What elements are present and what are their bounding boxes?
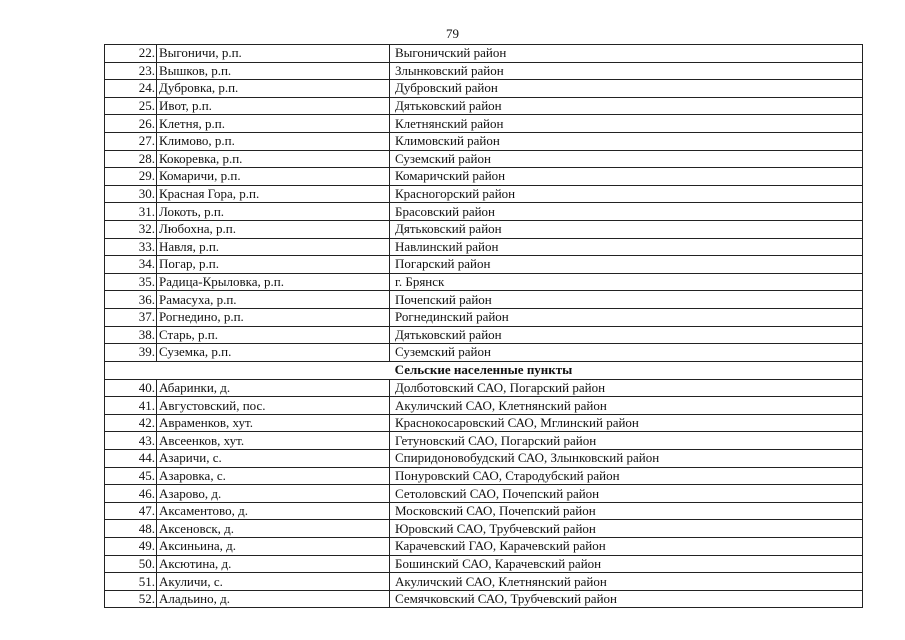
table-row [105, 203, 863, 221]
district-name: Рогнединский район [390, 308, 863, 326]
district-name: Долботовский САО, Погарский район [390, 379, 863, 397]
district-name: Семячковский САО, Трубчевский район [390, 590, 863, 608]
settlement-name: Азаровка, с. [157, 467, 390, 485]
settlement-name: Погар, р.п. [157, 256, 390, 274]
rural-settlements-rows [105, 379, 863, 608]
table-row [105, 485, 863, 503]
district-name: Краснокосаровский САО, Мглинский район [390, 414, 863, 432]
table-row [105, 115, 863, 133]
row-number: 50. [105, 555, 157, 573]
settlement-name: Аксеновск, д. [157, 520, 390, 538]
table-row [105, 97, 863, 115]
table-row [105, 256, 863, 274]
district-name: Акуличский САО, Клетнянский район [390, 397, 863, 415]
settlement-name: Навля, р.п. [157, 238, 390, 256]
row-number: 43. [105, 432, 157, 450]
row-number: 37. [105, 308, 157, 326]
district-name: Понуровский САО, Стародубский район [390, 467, 863, 485]
row-number: 34. [105, 256, 157, 274]
table-row [105, 62, 863, 80]
row-number: 46. [105, 485, 157, 503]
settlement-name: Комаричи, р.п. [157, 168, 390, 186]
settlement-name: Вышков, р.п. [157, 62, 390, 80]
settlement-name: Августовский, пос. [157, 397, 390, 415]
table-row [105, 520, 863, 538]
table-row [105, 185, 863, 203]
district-name: Гетуновский САО, Погарский район [390, 432, 863, 450]
district-name: Юровский САО, Трубчевский район [390, 520, 863, 538]
district-name: Климовский район [390, 132, 863, 150]
settlement-name: Кокоревка, р.п. [157, 150, 390, 168]
table-row [105, 467, 863, 485]
district-name: Выгоничский район [390, 45, 863, 63]
table-row [105, 414, 863, 432]
row-number: 25. [105, 97, 157, 115]
urban-settlements-rows [105, 45, 863, 362]
district-name: Злынковский район [390, 62, 863, 80]
settlement-name: Дубровка, р.п. [157, 80, 390, 98]
row-number: 23. [105, 62, 157, 80]
settlement-name: Старь, р.п. [157, 326, 390, 344]
district-name: Дятьковский район [390, 220, 863, 238]
district-name: Брасовский район [390, 203, 863, 221]
row-number: 33. [105, 238, 157, 256]
district-name: Сетоловский САО, Почепский район [390, 485, 863, 503]
settlement-name: Климово, р.п. [157, 132, 390, 150]
table-row [105, 397, 863, 415]
settlement-name: Аладьино, д. [157, 590, 390, 608]
district-name: Комаричский район [390, 168, 863, 186]
district-name: Почепский район [390, 291, 863, 309]
row-number: 48. [105, 520, 157, 538]
table-row [105, 80, 863, 98]
settlement-name: Азарово, д. [157, 485, 390, 503]
settlement-name: Рамасуха, р.п. [157, 291, 390, 309]
settlement-name: Абаринки, д. [157, 379, 390, 397]
table-row [105, 220, 863, 238]
row-number: 32. [105, 220, 157, 238]
row-number: 51. [105, 573, 157, 591]
row-number: 24. [105, 80, 157, 98]
table-row [105, 573, 863, 591]
table-row [105, 168, 863, 186]
table-row [105, 502, 863, 520]
row-number: 27. [105, 132, 157, 150]
table-row [105, 291, 863, 309]
district-name: Навлинский район [390, 238, 863, 256]
table-row [105, 45, 863, 63]
table-row [105, 538, 863, 556]
settlement-name: Акуличи, с. [157, 573, 390, 591]
settlement-name: Аксиньина, д. [157, 538, 390, 556]
settlement-name: Азаричи, с. [157, 450, 390, 468]
row-number: 31. [105, 203, 157, 221]
row-number: 45. [105, 467, 157, 485]
row-number: 41. [105, 397, 157, 415]
district-name: Суземский район [390, 344, 863, 362]
row-number: 29. [105, 168, 157, 186]
settlement-name: Авсеенков, хут. [157, 432, 390, 450]
district-name: Дубровский район [390, 80, 863, 98]
settlement-name: Ивот, р.п. [157, 97, 390, 115]
table-row [105, 590, 863, 608]
row-number: 39. [105, 344, 157, 362]
settlement-name: Клетня, р.п. [157, 115, 390, 133]
settlement-name: Выгоничи, р.п. [157, 45, 390, 63]
table-row [105, 432, 863, 450]
section-heading-row [105, 361, 863, 379]
settlement-name: Радица-Крыловка, р.п. [157, 273, 390, 291]
district-name: Дятьковский район [390, 97, 863, 115]
district-name: Красногорский район [390, 185, 863, 203]
settlements-table [104, 44, 863, 608]
row-number: 47. [105, 502, 157, 520]
table-row [105, 132, 863, 150]
row-number: 30. [105, 185, 157, 203]
table-row [105, 150, 863, 168]
settlement-name: Любохна, р.п. [157, 220, 390, 238]
settlement-name: Суземка, р.п. [157, 344, 390, 362]
row-number: 42. [105, 414, 157, 432]
row-number: 35. [105, 273, 157, 291]
row-number: 52. [105, 590, 157, 608]
table-row [105, 273, 863, 291]
district-name: Карачевский ГАО, Карачевский район [390, 538, 863, 556]
district-name: Акуличский САО, Клетнянский район [390, 573, 863, 591]
table-row [105, 238, 863, 256]
table-row [105, 450, 863, 468]
row-number: 36. [105, 291, 157, 309]
district-name: Клетнянский район [390, 115, 863, 133]
row-number: 26. [105, 115, 157, 133]
row-number: 22. [105, 45, 157, 63]
district-name: Бошинский САО, Карачевский район [390, 555, 863, 573]
settlement-name: Аксютина, д. [157, 555, 390, 573]
district-name: Суземский район [390, 150, 863, 168]
settlement-name: Красная Гора, р.п. [157, 185, 390, 203]
table-row [105, 379, 863, 397]
settlement-name: Рогнедино, р.п. [157, 308, 390, 326]
settlement-name: Аксаментово, д. [157, 502, 390, 520]
page-number: 79 [446, 26, 459, 41]
table-row [105, 308, 863, 326]
row-number: 49. [105, 538, 157, 556]
section-heading: Сельские населенные пункты [105, 361, 863, 379]
row-number: 38. [105, 326, 157, 344]
row-number: 28. [105, 150, 157, 168]
district-name: Московский САО, Почепский район [390, 502, 863, 520]
district-name: Погарский район [390, 256, 863, 274]
district-name: Спиридоновобудский САО, Злынковский район [390, 450, 863, 468]
district-name: г. Брянск [390, 273, 863, 291]
row-number: 44. [105, 450, 157, 468]
section-heading-group [105, 361, 863, 379]
district-name: Дятьковский район [390, 326, 863, 344]
settlement-name: Авраменков, хут. [157, 414, 390, 432]
settlement-name: Локоть, р.п. [157, 203, 390, 221]
row-number: 40. [105, 379, 157, 397]
table-row [105, 326, 863, 344]
table-row [105, 344, 863, 362]
table-row [105, 555, 863, 573]
